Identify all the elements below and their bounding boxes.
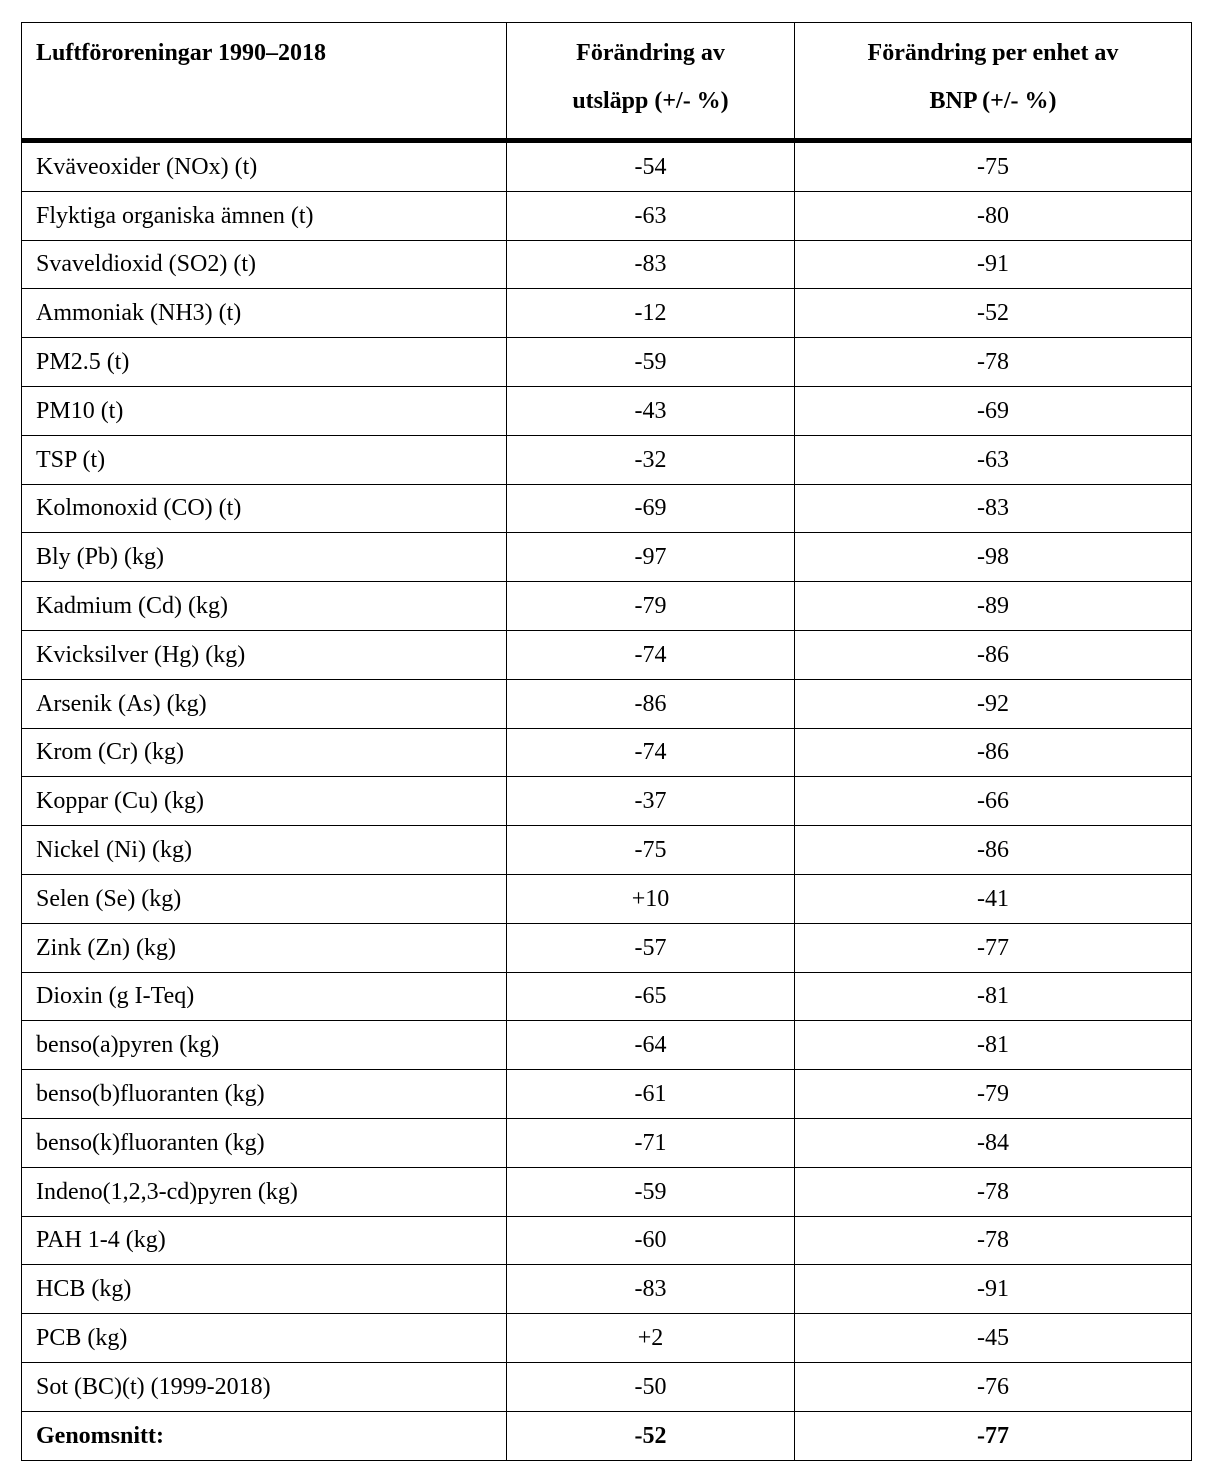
gdp-change-value: -41 <box>795 874 1192 923</box>
pollutant-label: Arsenik (As) (kg) <box>22 679 507 728</box>
emission-change-value: -64 <box>507 1021 795 1070</box>
emission-change-value: -59 <box>507 338 795 387</box>
table-row <box>22 826 1192 875</box>
emission-change-value: +2 <box>507 1314 795 1363</box>
pollutant-label: PM2.5 (t) <box>22 338 507 387</box>
table-row <box>22 728 1192 777</box>
total-label: Genomsnitt: <box>22 1411 507 1460</box>
gdp-change-value: -84 <box>795 1118 1192 1167</box>
pollutant-label: Nickel (Ni) (kg) <box>22 826 507 875</box>
table-row <box>22 1070 1192 1119</box>
gdp-change-value: -91 <box>795 240 1192 289</box>
gdp-change-value: -45 <box>795 1314 1192 1363</box>
gdp-change-value: -92 <box>795 679 1192 728</box>
pollutant-label: PM10 (t) <box>22 386 507 435</box>
table-row <box>22 141 1192 192</box>
emission-change-value: -32 <box>507 435 795 484</box>
emission-change-value: -83 <box>507 240 795 289</box>
emission-change-value: +10 <box>507 874 795 923</box>
table-row <box>22 1265 1192 1314</box>
emission-change-value: -43 <box>507 386 795 435</box>
emission-change-value: -12 <box>507 289 795 338</box>
table-row <box>22 289 1192 338</box>
emission-change-value: -86 <box>507 679 795 728</box>
pollutant-label: TSP (t) <box>22 435 507 484</box>
emission-change-value: -54 <box>507 141 795 192</box>
pollutant-label: Kolmonoxid (CO) (t) <box>22 484 507 533</box>
total-emission: -52 <box>507 1411 795 1460</box>
gdp-change-value: -76 <box>795 1362 1192 1411</box>
table-row <box>22 1118 1192 1167</box>
table-row <box>22 582 1192 631</box>
gdp-change-value: -86 <box>795 630 1192 679</box>
pollutant-label: Indeno(1,2,3-cd)pyren (kg) <box>22 1167 507 1216</box>
table-row <box>22 435 1192 484</box>
table-row <box>22 1021 1192 1070</box>
gdp-change-value: -69 <box>795 386 1192 435</box>
pollutant-label: Sot (BC)(t) (1999-2018) <box>22 1362 507 1411</box>
header-pollutant-text: Luftföroreningar 1990–2018 <box>36 40 327 66</box>
pollutant-label: Koppar (Cu) (kg) <box>22 777 507 826</box>
gdp-change-value: -63 <box>795 435 1192 484</box>
gdp-change-value: -83 <box>795 484 1192 533</box>
table-row <box>22 338 1192 387</box>
emission-change-value: -57 <box>507 923 795 972</box>
pollutant-label: Ammoniak (NH3) (t) <box>22 289 507 338</box>
table-row <box>22 923 1192 972</box>
gdp-change-value: -66 <box>795 777 1192 826</box>
pollutant-label: benso(k)fluoranten (kg) <box>22 1118 507 1167</box>
header-gdp-line1: Förändring per enhet av <box>867 40 1119 66</box>
pollutant-label: benso(b)fluoranten (kg) <box>22 1070 507 1119</box>
emission-change-value: -71 <box>507 1118 795 1167</box>
emission-change-value: -74 <box>507 728 795 777</box>
table-row <box>22 679 1192 728</box>
gdp-change-value: -78 <box>795 338 1192 387</box>
pollutant-label: PAH 1-4 (kg) <box>22 1216 507 1265</box>
emission-change-value: -75 <box>507 826 795 875</box>
table-row <box>22 1362 1192 1411</box>
pollutant-label: HCB (kg) <box>22 1265 507 1314</box>
table-row <box>22 240 1192 289</box>
gdp-change-value: -78 <box>795 1216 1192 1265</box>
emission-change-value: -79 <box>507 582 795 631</box>
table-row <box>22 484 1192 533</box>
table-row <box>22 777 1192 826</box>
total-row <box>22 1411 1192 1460</box>
pollutant-label: Selen (Se) (kg) <box>22 874 507 923</box>
total-per-gdp: -77 <box>795 1411 1192 1460</box>
header-emission-line2: utsläpp (+/- %) <box>572 88 729 114</box>
table-row <box>22 1216 1192 1265</box>
header-pollutant <box>22 23 507 141</box>
pollutant-label: Kvicksilver (Hg) (kg) <box>22 630 507 679</box>
emission-change-value: -97 <box>507 533 795 582</box>
gdp-change-value: -86 <box>795 728 1192 777</box>
pollutant-label: Kväveoxider (NOx) (t) <box>22 141 507 192</box>
emission-change-value: -60 <box>507 1216 795 1265</box>
gdp-change-value: -81 <box>795 1021 1192 1070</box>
table-row <box>22 191 1192 240</box>
gdp-change-value: -79 <box>795 1070 1192 1119</box>
emission-change-value: -59 <box>507 1167 795 1216</box>
pollutant-label: benso(a)pyren (kg) <box>22 1021 507 1070</box>
pollutant-label: PCB (kg) <box>22 1314 507 1363</box>
emission-change-value: -83 <box>507 1265 795 1314</box>
emission-change-value: -74 <box>507 630 795 679</box>
table-row <box>22 972 1192 1021</box>
pollutant-label: Kadmium (Cd) (kg) <box>22 582 507 631</box>
table-body <box>22 141 1192 1461</box>
emission-change-value: -50 <box>507 1362 795 1411</box>
table-row <box>22 630 1192 679</box>
emission-change-value: -61 <box>507 1070 795 1119</box>
pollutant-label: Bly (Pb) (kg) <box>22 533 507 582</box>
emission-change-value: -37 <box>507 777 795 826</box>
gdp-change-value: -75 <box>795 141 1192 192</box>
pollutant-label: Zink (Zn) (kg) <box>22 923 507 972</box>
emission-change-value: -65 <box>507 972 795 1021</box>
air-pollution-table <box>21 22 1192 1461</box>
gdp-change-value: -89 <box>795 582 1192 631</box>
gdp-change-value: -52 <box>795 289 1192 338</box>
gdp-change-value: -81 <box>795 972 1192 1021</box>
pollutant-label: Krom (Cr) (kg) <box>22 728 507 777</box>
emission-change-value: -69 <box>507 484 795 533</box>
gdp-change-value: -77 <box>795 923 1192 972</box>
table-row <box>22 874 1192 923</box>
pollutant-label: Flyktiga organiska ämnen (t) <box>22 191 507 240</box>
gdp-change-value: -78 <box>795 1167 1192 1216</box>
emission-change-value: -63 <box>507 191 795 240</box>
table-row <box>22 533 1192 582</box>
gdp-change-value: -98 <box>795 533 1192 582</box>
header-gdp-line2: BNP (+/- %) <box>929 88 1057 114</box>
gdp-change-value: -80 <box>795 191 1192 240</box>
gdp-change-value: -86 <box>795 826 1192 875</box>
table-row <box>22 1314 1192 1363</box>
header-emission-line1: Förändring av <box>576 40 725 66</box>
gdp-change-value: -91 <box>795 1265 1192 1314</box>
header-emission-change <box>507 23 795 141</box>
header-row <box>22 23 1192 141</box>
table-row <box>22 1167 1192 1216</box>
pollutant-label: Dioxin (g I-Teq) <box>22 972 507 1021</box>
header-gdp-change <box>795 23 1192 141</box>
table-row <box>22 386 1192 435</box>
pollutant-label: Svaveldioxid (SO2) (t) <box>22 240 507 289</box>
